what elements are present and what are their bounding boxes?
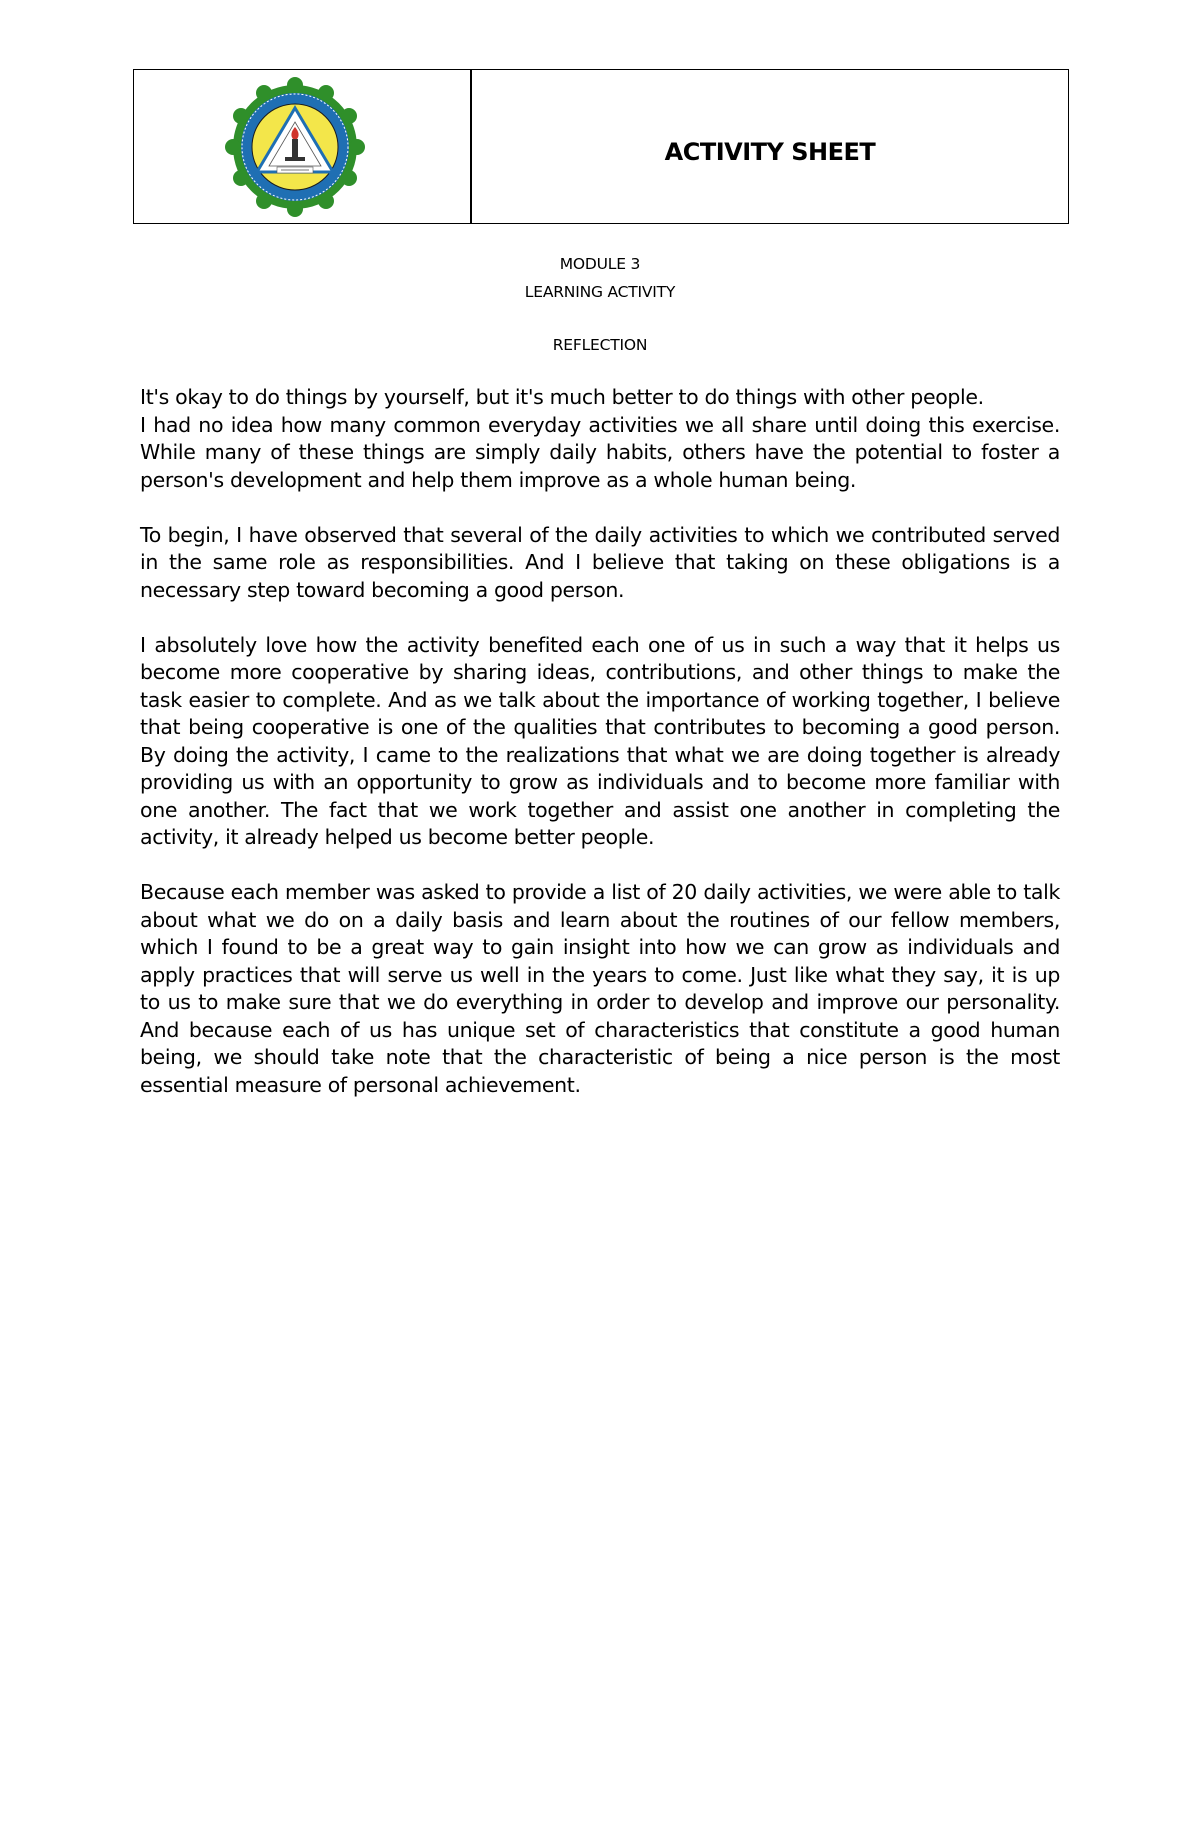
title-cell [472,70,1068,223]
reflection-body [140,384,1060,1127]
paragraph-2: To begin, I have observed that several of the daily activities to which we contributed served in the same role as responsibilities. And I believe that taking on these obligations is a necessary step toward becoming a good person. [140,522,1060,602]
module-subtitle: LEARNING ACTIVITY [524,283,676,301]
opening-line: It's okay to do things by yourself, but it's much better to do things with other people. [140,385,984,409]
sheet-title: ACTIVITY SHEET [664,137,876,166]
module-number: MODULE 3 [559,255,641,273]
paragraph-4: Because each member was asked to provide a list of 20 daily activities, we were able to talk about what we do on a daily basis and learn about the routines of our fellow members, which I found to be a great way to gain insight into how we can grow as individuals and apply practices that will serve us well in the years to come. Just like what they say, it is up to us to make sure that we do everything in order to develop and improve our personality. And because each of us has unique set of characteristics that constitute a good human being, we should take note that the characteristic of being a nice person is the most essential measure of personal achievement. [140,880,1060,1097]
school-seal-logo-icon [225,77,365,217]
section-heading: REFLECTION [552,336,648,354]
paragraph-3: I absolutely love how the activity benefited each one of us in such a way that it helps us become more cooperative by sharing ideas, contributions, and other things to make the task easier to complete. And as we talk about the importance of working together, I believe that being cooperative is one of the qualities that contributes to becoming a good person. By doing the activity, I came to the realizations that what we are doing together is already providing us with an opportunity to grow as individuals and to become more familiar with one another. The fact that we work together and assist one another in completing the activity, it already helped us become better people. [140,632,1060,849]
header-table [133,69,1069,224]
paragraph-1: I had no idea how many common everyday activities we all share until doing this exercise. While many of these things are simply daily habits, others have the potential to foster a person's development and help them improve as a whole human being. [140,412,1060,492]
logo-cell [134,70,472,223]
